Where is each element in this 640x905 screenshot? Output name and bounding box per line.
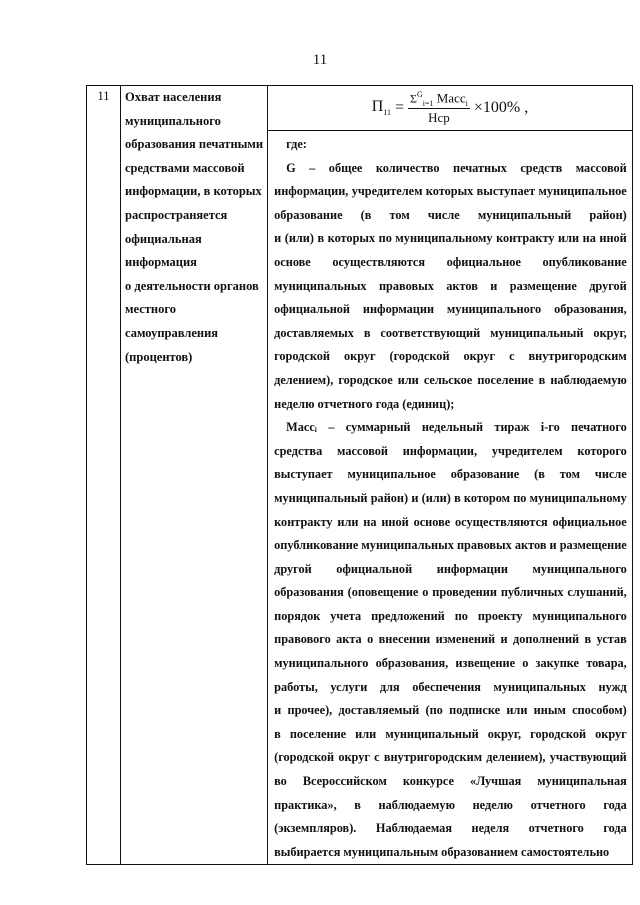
description-line: и (или) в которых по муниципальному контракту или на иной [274,231,627,246]
description-line: образование (в том числе муниципальный район) [274,207,627,222]
description-line: работы, услуги для обеспечения муниципальных нужд [274,679,627,694]
description-line: городской округ (городской округ с внутригородским [274,349,627,364]
description-line: образования (оповещение о проведении публичных слушаний, [274,585,627,600]
row-number: 11 [87,86,121,865]
name-line: распространяется [125,207,228,222]
description-body [268,131,632,864]
formula-multiplier: ×100% [473,98,521,116]
page-number: 11 [312,52,328,68]
name-line: (процентов) [125,349,193,364]
description-line: основе осуществляются официальное опубликование [274,254,627,269]
formula-equals: = [394,98,404,116]
description-line: опубликование муниципальных правовых актов и размещение [274,538,627,553]
description-line: выступает муниципальное образование (в том числе [274,467,627,482]
name-line: муниципального [125,113,221,128]
indicator-name [121,86,268,865]
indicator-description [268,86,633,865]
description-line: правового акта о внесении изменений и дополнений в устав [274,632,627,647]
name-line: информации, в которых [125,184,262,199]
description-line: контракту или на иной основе осуществляются официальное [274,514,627,529]
description-line: практика», в наблюдаемую неделю отчетного года [274,797,627,812]
paragraph-mass [274,416,627,864]
description-line: порядок учета предложений по проекту муниципального [274,608,627,623]
description-line: Массᵢ – суммарный недельный тираж i-го печатного [286,420,627,435]
description-line: муниципальных правовых актов и размещение другой [274,278,627,293]
description-line: во Всероссийском конкурсе «Лучшая муниципальная [274,774,627,789]
description-line: (городской округ с внутригородским делением), участвующий [274,750,627,765]
name-line: местного [125,302,176,317]
description-line: официальной информации муниципального образования, [274,302,627,317]
description-line: средства массовой информации, учредителем которого [274,443,627,458]
description-line: в поселение или муниципальный округ, городской округ [274,726,627,741]
name-line: образования печатными [125,137,264,152]
description-line: делением), городское или сельское поселение в наблюдаемую [274,372,627,387]
name-line: средствами массовой [125,160,245,175]
description-line: информации, учредителем которых выступает муниципальное [274,184,627,199]
where-label: где: [286,137,307,151]
description-line: муниципального образования, извещение о закупке товара, [274,656,627,671]
name-line: о деятельности органов [125,278,259,293]
description-line: другой официальной информации муниципального [274,561,627,576]
formula [372,90,529,127]
formula-trailing: , [524,98,529,116]
description-line: G – общее количество печатных средств массовой [286,160,627,175]
description-line: муниципальный район) и (или) в котором по муниципальному [274,490,627,505]
description-line: и прочее), доставляемый (по подписке или иным способом) [274,703,627,718]
name-line: информация [125,255,197,270]
formula-fraction [408,90,470,127]
description-line: выбирается муниципальным образованием самостоятельно [274,844,610,859]
description-line: неделю отчетного года (единиц); [274,396,455,411]
formula-lhs: $П_{11}$ [371,98,391,118]
name-line: официальная [125,231,202,246]
indicator-table [86,85,633,865]
name-line: Охват населения [125,90,222,104]
table-row [87,86,633,865]
description-line: (экземпляров). Наблюдаемая неделя отчетного года [274,821,627,836]
formula-denominator: Нср [428,110,450,126]
description-line: доставляемых в соответствующий муниципальный округ, [274,325,627,340]
paragraph-g [274,157,627,417]
formula-cell [268,86,632,131]
name-line: самоуправления [125,325,219,340]
formula-numerator: $\Sigma^G_{i=1}$ Масс$_i$ [409,89,468,108]
